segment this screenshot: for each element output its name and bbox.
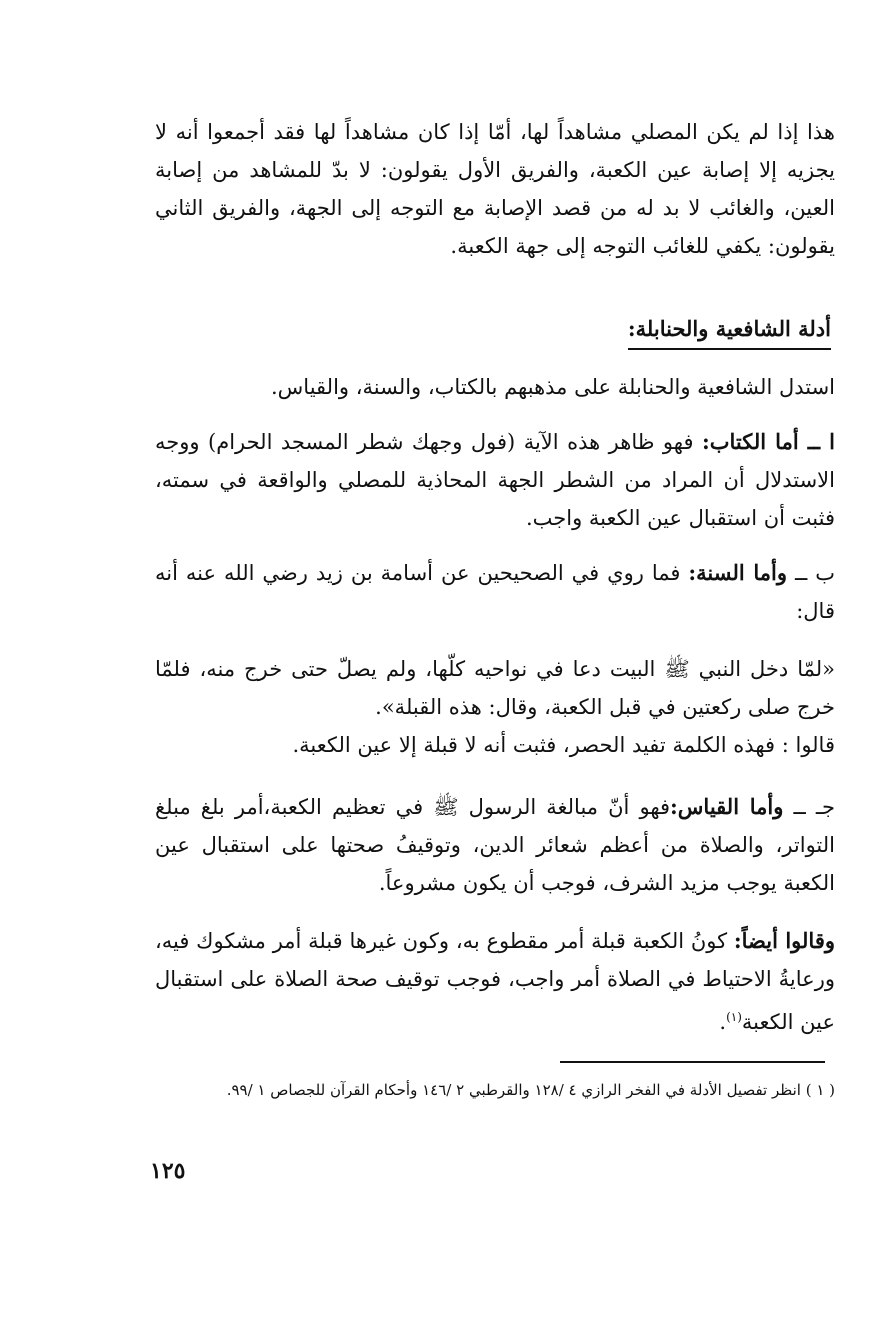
page-number: ١٢٥ [150,1158,186,1184]
footnote-marker[interactable]: (١) [726,1010,742,1024]
intro-paragraph-text: هذا إذا لم يكن المصلي مشاهداً لها، أمّا إذا كان مشاهداً لها فقد أجمعوا أنه لا يجزيه إلا إصابة عين الكعبة، والفريق الأول يقولون: لا بدّ للمشاهد من إصابة العين، والغائب لا بد له من قصد الإصابة مع التوجه إلى الجهة، والفريق الثاني يقولون: يكفي للغائب التوجه إلى جهة الكعبة. [155,120,835,258]
kitab-label: ا ــ أما الكتاب: [701,429,836,454]
section-heading: أدلة الشافعية والحنابلة: [628,314,831,350]
ayda-text: كونُ الكعبة قبلة أمر مقطوع به، وكون غيرها قبلة أمر مشكوك فيه، ورعايةُ الاحتياط في الصلاة أمر واجب، فوجب توقيف صحة الصلاة على استقبال عين الكعبة [155,929,835,1034]
footnote-divider [560,1061,825,1063]
qiyas-paragraph [155,788,835,902]
ayda-paragraph [155,922,835,1041]
hadith-block [155,650,835,764]
lead-paragraph [155,368,835,406]
qiyas-prefix: جـ ــ [783,795,835,819]
kitab-paragraph [155,423,835,537]
qiyas-text: فهو أنّ مبالغة الرسول ﷺ في تعظيم الكعبة،أمر بلغ مبلغ التواتر، والصلاة من أعظم شعائر الدين، وتوقيفُ صحتها على استقبال عين الكعبة يوجب مزيد الشرف، فوجب أن يكون مشروعاً. [155,795,835,895]
sunna-prefix: ب ــ [786,561,835,585]
hadith-conclusion: قالوا : فهذه الكلمة تفيد الحصر، فثبت أنه لا قبلة إلا عين الكعبة. [292,733,835,757]
hadith-quote-text: «لمّا دخل النبي ﷺ البيت دعا في نواحيه كلّها، ولم يصلّ حتى خرج منه، فلمّا خرج صلى ركعتين في قبل الكعبة، وقال: هذه القبلة». [155,657,835,719]
sunna-text: فما روي في الصحيحين عن أسامة بن زيد رضي الله عنه أنه قال: [155,561,835,623]
ayda-label: وقالوا أيضاً: [733,928,835,953]
footnote: ( ١ ) انظر تفصيل الأدلة في الفخر الرازي ٤ /١٢٨ والقرطبي ٢ /١٤٦ وأحكام القرآن للجصاص ١ /٩٩. [226,1081,835,1099]
kitab-text: فهو ظاهر هذه الآية (فول وجهك شطر المسجد الحرام) ووجه الاستدلال أن المراد من الشطر الجهة المحاذية للمصلي والواقعة في سمته، فثبت أن استقبال عين الكعبة واجب. [155,430,835,530]
sunna-paragraph [155,554,835,630]
sunna-label: وأما السنة: [688,560,787,585]
qiyas-label: وأما القياس: [670,794,784,819]
lead-paragraph-text: استدل الشافعية والحنابلة على مذهبهم بالكتاب، والسنة، والقياس. [271,375,835,399]
ayda-end: . [719,1010,727,1034]
intro-paragraph [155,113,835,265]
